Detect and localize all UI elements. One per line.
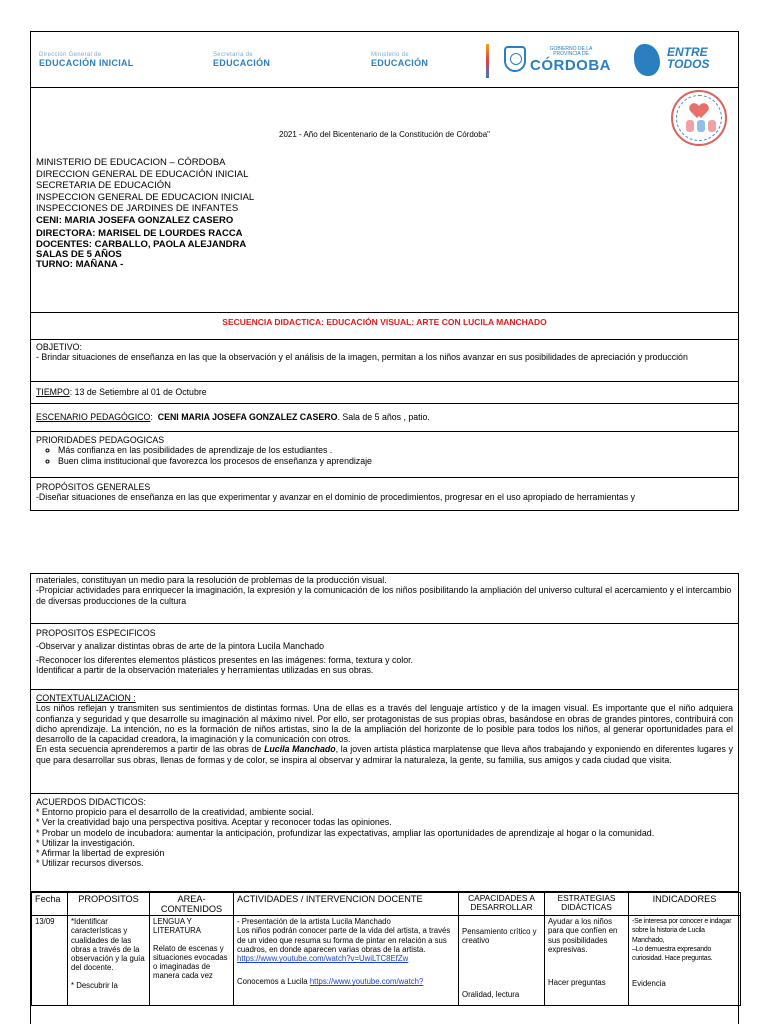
list-item: ◦ Más confianza en las posibilidades de aprendizaje de los estudiantes . — [58, 445, 733, 455]
logo-educacion-inicial: Dirección General de EDUCACIÓN INICIAL — [39, 52, 134, 68]
ceni-line: CENI: MARIA JOSEFA GONZALEZ CASERO — [36, 214, 234, 226]
escenario-rest: . Sala de 5 años , patio. — [337, 412, 430, 422]
acuerdos-label: ACUERDOS DIDACTICOS: — [36, 797, 146, 807]
header-line: SECRETARIA DE EDUCACIÓN — [36, 180, 171, 191]
document-page-1 — [30, 31, 739, 511]
list-item: Identificar a partir de la observación materiales y herramientas utilizadas en sus obras. — [36, 664, 374, 675]
tiempo-section — [31, 382, 738, 404]
col-actividades: ACTIVIDADES / INTERVENCION DOCENTE — [234, 893, 459, 916]
cell-propositos: *Identificar características y cualidades de las obras a través de la observación y la guía del docente. * Descubrir la — [68, 916, 150, 1006]
tiempo-text: : 13 de Setiembre al 01 de Octubre — [69, 387, 207, 397]
col-indicadores: INDICADORES — [629, 893, 741, 916]
header-line: DIRECCION GENERAL DE EDUCACIÓN INICIAL — [36, 168, 249, 180]
logo-ministerio-educacion: Ministerio de EDUCACIÓN — [371, 52, 429, 68]
logo-banner — [31, 32, 738, 88]
contextualizacion-text-2: En esta secuencia aprenderemos a partir de las obras de Lucila Manchado, la joven artista plástica marplatense que lleva años trabajando y exponiendo en diferentes lugares y que para desarrollar sus obras, llenas de formas y de color, se inspira al observar y admirar la naturaleza, la gente, su familia, sus amigos y cada ciudad que visita. — [36, 744, 733, 765]
list-item: * Utilizar la investigación. — [36, 837, 135, 848]
logo-entre-todos: ENTRE TODOS — [634, 42, 734, 78]
cell-actividades: - Presentación de la artista Lucila Manchado Los niños podrán conocer parte de la vida del artista, a través de un video que resuma su forma de pintar en relación a sus cuadros, en donde aparecen varias obras de la artista. https://www.youtube.com/watch?v=UwiLTC8EfZw Conocemos a Lucila https://www.youtube.com/watch? — [234, 916, 459, 1006]
video-link[interactable]: https://www.youtube.com/watch?v=UwiLTC8EfZw — [237, 954, 409, 964]
cell-estrategias: Ayudar a los niños para que confíen en sus posibilidades expresivas. Hacer preguntas — [545, 916, 629, 1006]
year-title: 2021 - Año del Bicentenario de la Constitución de Córdoba" — [279, 130, 490, 139]
prioridades-section — [31, 432, 738, 478]
salas-line: SALAS DE 5 AÑOS — [36, 248, 122, 260]
docentes-line: DOCENTES: CARBALLO, PAOLA ALEJANDRA — [36, 238, 247, 250]
escenario-section: ESCENARIO PEDAGÓGICO: CENI MARIA JOSEFA GONZALEZ CASERO. Sala de 5 años , patio. — [31, 404, 738, 432]
propositos-generales-section — [31, 478, 738, 511]
header-section — [31, 87, 738, 313]
list-item: -Reconocer los diferentes elementos plásticos presentes en las imágenes: forma, textura y color. — [36, 654, 413, 665]
planning-table — [31, 892, 741, 1006]
tiempo-label: TIEMPO — [36, 387, 70, 397]
cell-indicadores: -Se interesa por conocer e indagar sobre la historia de Lucila Manchado, –Lo demuestra expresando curiosidad. Hace preguntas. Evidencia — [629, 916, 741, 1006]
turno-line: TURNO: MAÑANA - — [36, 258, 124, 270]
list-item: * Afirmar la libertad de expresión — [36, 848, 165, 859]
cell-fecha: 13/09 — [32, 916, 68, 1006]
header-line: INSPECCIONES DE JARDINES DE INFANTES — [36, 203, 239, 214]
objetivo-text: - Brindar situaciones de enseñanza en las que la observación y el análisis de la imagen, permitan a los niños avanzar en sus posibilidades de apreciación y producción — [36, 352, 688, 363]
logo-gobierno-cordoba: GOBIERNO DE LA PROVINCIA DE CÓRDOBA — [486, 40, 626, 80]
cordoba-shield-icon — [504, 46, 526, 72]
col-estrategias: ESTRATEGIAS DIDÁCTICAS — [545, 893, 629, 916]
list-item: * Ver la creatividad bajo una perspectiva positiva. Aceptar y reconocer todas las opiniones. — [36, 817, 392, 828]
header-line: MINISTERIO DE EDUCACION – CÓRDOBA — [36, 157, 226, 168]
objetivo-label: OBJETIVO: — [36, 342, 82, 352]
list-item: -Observar y analizar distintas obras de arte de la pintora Lucila Manchado — [36, 641, 325, 652]
escenario-bold: CENI MARIA JOSEFA GONZALEZ CASERO — [157, 412, 338, 422]
escenario-label: ESCENARIO PEDAGÓGICO — [36, 412, 151, 422]
propositos-especificos-section — [31, 624, 738, 690]
table-header-row — [32, 893, 741, 916]
header-line: INSPECCION GENERAL DE EDUCACION INICIAL — [36, 191, 255, 203]
sequence-title: SECUENCIA DIDACTICA: EDUCACIÓN VISUAL: ARTE CON LUCILA MANCHADO — [31, 285, 738, 340]
directora-line: DIRECTORA: MARISEL DE LOURDES RACCA — [36, 228, 243, 239]
list-item: * Utilizar recursos diversos. — [36, 858, 144, 869]
document-page-2 — [30, 573, 739, 1024]
propositos-generales-text: -Diseñar situaciones de enseñanza en las que experimentar y avanzar en el dominio de procedimientos, progresar en el uso apropiado de herramientas y — [36, 492, 636, 503]
objetivo-section — [31, 340, 738, 382]
col-area: AREA- CONTENIDOS — [150, 893, 234, 916]
list-item: ◦ Buen clima institucional que favorezca los procesos de enseñanza y aprendizaje — [58, 456, 733, 466]
cell-area: LENGUA Y LITERATURA Relato de escenas y situaciones evocadas o imaginadas de manera cada vez — [150, 916, 234, 1006]
province-map-icon — [634, 44, 660, 76]
list-item: * Probar un modelo de incubadora: aumentar la anticipación, profundizar las expectativas, ampliar las oportunidades de aprendizaje al hogar o la comunidad. — [36, 827, 655, 838]
prioridades-label: PRIORIDADES PEDAGOGICAS — [36, 435, 165, 445]
col-capacidades: CAPACIDADES A DESARROLLAR — [459, 893, 545, 916]
cell-capacidades: Pensamiento crítico y creativo Oralidad, lectura — [459, 916, 545, 1006]
color-bar — [486, 44, 489, 78]
propositos-generales-label: PROPÓSITOS GENERALES — [36, 482, 151, 492]
contextualizacion-text: Los niños reflejan y transmiten sus sentimientos de distintas formas. Una de ellas es a través del lenguaje artístico y de la imagen visual. Es importante que el niño adquiera confianza y seguridad y que desarrolle su imaginación al máximo nivel. Por ello, ser protagonistas de sus propias obras, basándose en obras de grandes pintores, contribuirá con dicho aprendizaje. La intención, no es la formación de niños artistas, sino la de la ampliación del horizonte de lo posible para todos los niños, al generar oportunidades para el desarrollo de la capacidad creadora, la imaginación y la comunicación con otros. — [36, 703, 733, 745]
contextualizacion-section — [31, 690, 738, 794]
contextualizacion-label: CONTEXTUALIZACION : — [36, 693, 136, 703]
table-row — [32, 916, 741, 1006]
list-item: * Entorno propicio para el desarrollo de la creatividad, ambiente social. — [36, 807, 314, 818]
logo-secretaria-educacion: Secretaría de EDUCACIÓN — [213, 52, 271, 68]
acuerdos-section — [31, 794, 738, 892]
video-link-2[interactable]: https://www.youtube.com/watch? — [309, 977, 424, 987]
institution-lines — [36, 157, 254, 270]
propositos-generales-continued: materiales, constituyan un medio para la resolución de problemas de la producción visual. -Propiciar actividades para enriquecer la imaginación, la expresión y la comunicación de los niños posibilitando la ampliación del universo cultural el acercamiento y el intercambio de diversas producciones de la cultura — [31, 574, 738, 624]
col-propositos: PROPOSITOS — [68, 893, 150, 916]
col-fecha: Fecha — [32, 893, 68, 916]
propositos-especificos-label: PROPOSITOS ESPECIFICOS — [36, 628, 156, 638]
